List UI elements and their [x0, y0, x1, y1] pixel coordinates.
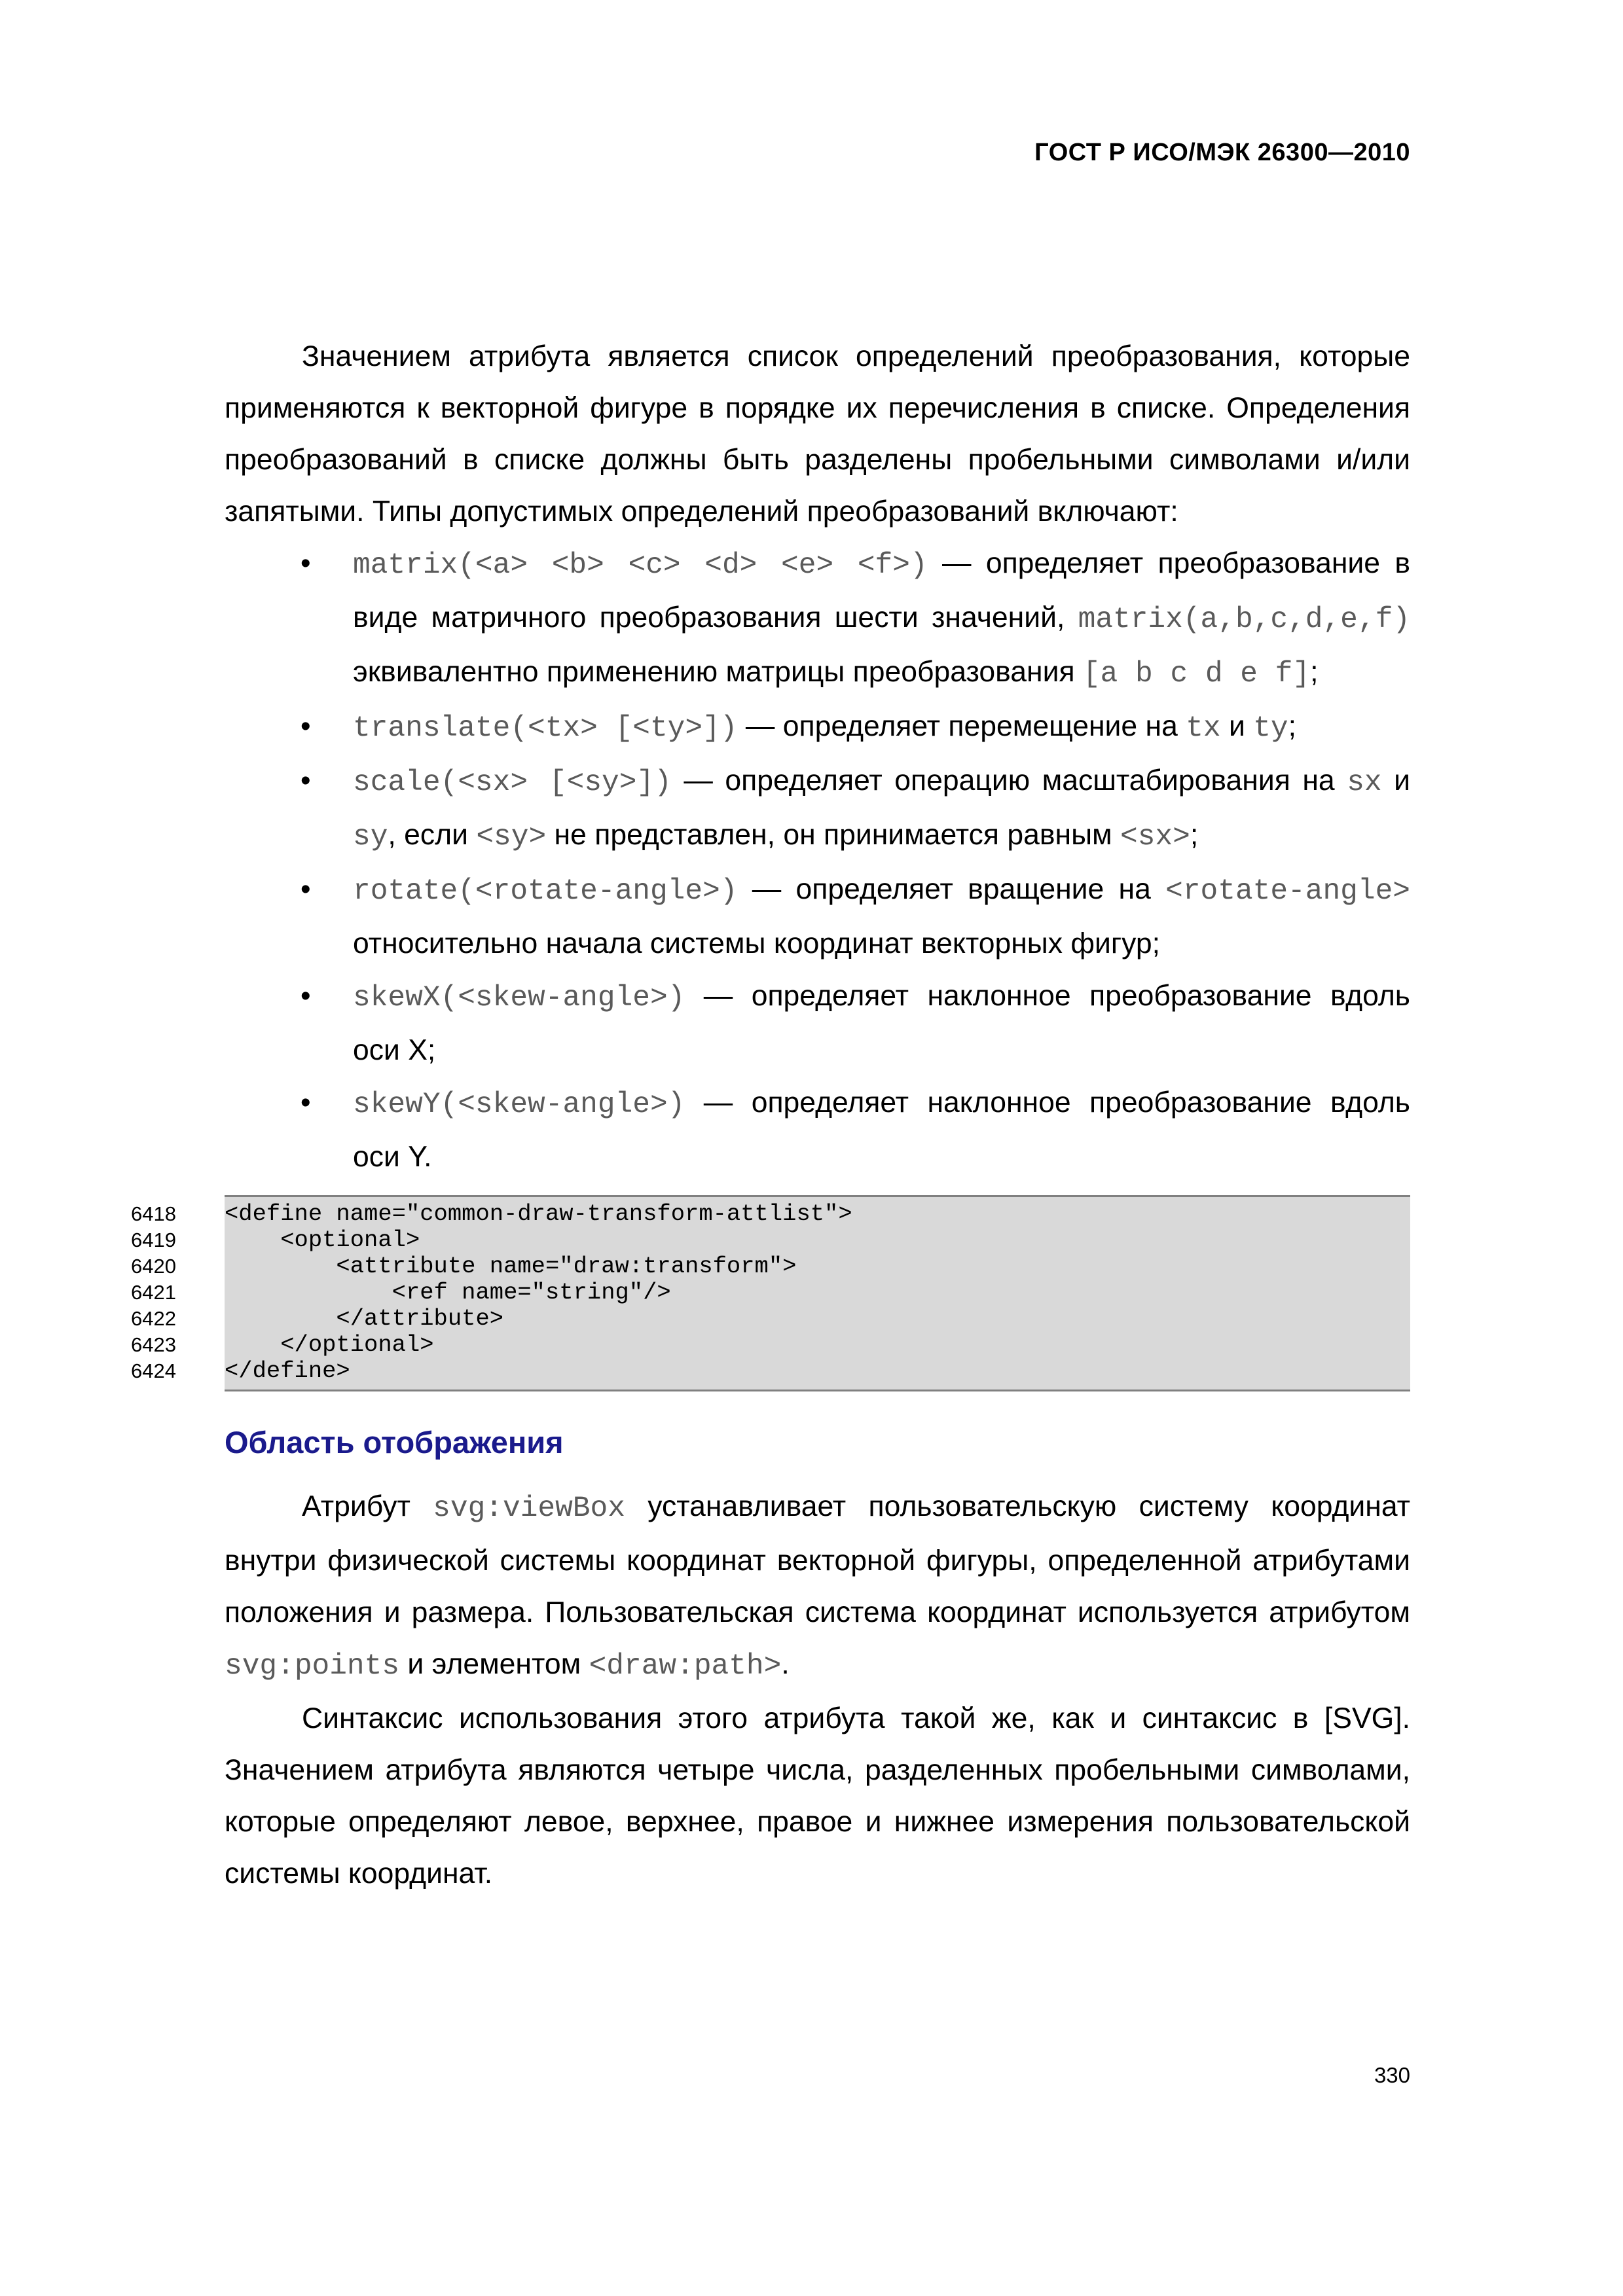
text-run: и — [1220, 710, 1254, 742]
document-header: ГОСТ Р ИСО/МЭК 26300—2010 — [1034, 139, 1410, 166]
code-line — [131, 1279, 1410, 1306]
list-item — [225, 700, 1410, 755]
line-number: 6420 — [131, 1255, 176, 1278]
list-item — [225, 755, 1410, 863]
list-item — [225, 1077, 1410, 1183]
text-run: , если — [388, 819, 477, 851]
code-text: <ref name="string"/> — [225, 1279, 671, 1306]
intro-paragraph: Значением атрибута является список определений преобразования, которые применяются к векторной фигуре в порядке их перечисления в списке. Определения преобразований в списке должны быть разделены пробельными символами и/или запятыми. Типы допустимых определений преобразований включают: — [225, 340, 1410, 528]
code-text: </attribute> — [225, 1305, 504, 1332]
code-text: <define name="common-draw-transform-attlist"> — [225, 1200, 852, 1227]
text-run: — определяет преобразование в виде матричного преобразования шести значений, — [353, 547, 1410, 634]
code-line — [131, 1305, 1410, 1332]
bullet-icon: • — [301, 980, 311, 1012]
code-text: <attribute name="draw:transform"> — [225, 1253, 797, 1280]
bullet-icon: • — [301, 1086, 311, 1119]
inline-code: sy — [353, 821, 388, 853]
bullet-icon: • — [301, 873, 311, 905]
text-run: не представлен, он принимается равным — [546, 819, 1121, 851]
text-run: Атрибут — [302, 1490, 433, 1522]
inline-code: <sy> — [476, 821, 547, 853]
text-run: — определяет наклонное преобразование вдоль оси X; — [353, 980, 1410, 1066]
inline-code: <rotate-angle> — [1165, 875, 1410, 908]
line-number: 6422 — [131, 1307, 176, 1330]
text-run: ; — [1310, 656, 1319, 688]
text-run: и — [1381, 764, 1410, 797]
text-run: относительно начала системы координат векторных фигур; — [353, 927, 1160, 960]
text-run: — определяет перемещение на — [737, 710, 1186, 742]
code-line — [131, 1357, 1410, 1384]
line-number: 6418 — [131, 1202, 176, 1225]
text-run: эквивалентно применению матрицы преобразования — [353, 656, 1083, 688]
bullet-icon: • — [301, 764, 311, 797]
inline-code: matrix(a,b,c,d,e,f) — [1078, 603, 1410, 636]
inline-code: sx — [1347, 766, 1382, 799]
code-line — [131, 1331, 1410, 1358]
line-number: 6421 — [131, 1281, 176, 1304]
page-number: 330 — [1374, 2063, 1410, 2087]
inline-code: tx — [1186, 712, 1221, 745]
code-text: </define> — [225, 1357, 350, 1384]
inline-code: [a b c d e f] — [1082, 658, 1311, 691]
text-run: — определяет операцию масштабирования на — [671, 764, 1347, 797]
code-text: <optional> — [225, 1227, 420, 1253]
inline-code: rotate(<rotate-angle>) — [353, 875, 738, 908]
line-number: 6419 — [131, 1229, 176, 1251]
code-listing — [131, 1195, 1410, 1391]
line-number: 6423 — [131, 1333, 176, 1356]
bullet-icon: • — [301, 547, 311, 579]
code-line — [131, 1253, 1410, 1280]
inline-code: <draw:path> — [589, 1650, 782, 1683]
list-item — [225, 863, 1410, 970]
text-run: . — [781, 1648, 790, 1680]
inline-code: matrix(<a> <b> <c> <d> <e> <f>) — [353, 549, 928, 582]
text-run: и элементом — [399, 1648, 589, 1680]
viewbox-paragraph — [225, 1480, 1410, 1693]
page-content — [131, 331, 1410, 1899]
inline-code: ty — [1253, 712, 1288, 745]
code-line — [131, 1200, 1410, 1227]
inline-code: skewY(<skew-angle>) — [353, 1088, 685, 1121]
inline-code: scale(<sx> [<sy>]) — [353, 766, 672, 799]
inline-code: <sx> — [1120, 821, 1190, 853]
syntax-paragraph: Синтаксис использования этого атрибута такой же, как и синтаксис в [SVG]. Значением атрибута являются четыре числа, разделенных пробельными символами, которые определяют левое, верхнее, правое и нижнее измерения пользовательской системы координат. — [225, 1702, 1410, 1890]
text-run: ; — [1190, 819, 1199, 851]
list-item — [225, 970, 1410, 1077]
code-text: </optional> — [225, 1331, 434, 1358]
line-number: 6424 — [131, 1359, 176, 1382]
text-run: — определяет наклонное преобразование вдоль оси Y. — [353, 1086, 1410, 1173]
inline-code: svg:points — [225, 1650, 400, 1683]
inline-code: translate(<tx> [<ty>]) — [353, 712, 738, 745]
bullet-icon: • — [301, 710, 311, 742]
text-run: ; — [1288, 710, 1296, 742]
section-title: Область отображения — [225, 1425, 564, 1460]
inline-code: svg:viewBox — [433, 1492, 625, 1525]
transform-types-list — [225, 537, 1410, 1183]
text-run: — определяет вращение на — [737, 873, 1166, 905]
list-item — [225, 537, 1410, 700]
code-line — [131, 1227, 1410, 1253]
text-run: устанавливает пользовательскую систему координат внутри физической системы координат векторной фигуры, определенной атрибутами положения и размера. Пользовательская система координат используется атрибутом — [225, 1490, 1410, 1628]
inline-code: skewX(<skew-angle>) — [353, 982, 685, 1014]
